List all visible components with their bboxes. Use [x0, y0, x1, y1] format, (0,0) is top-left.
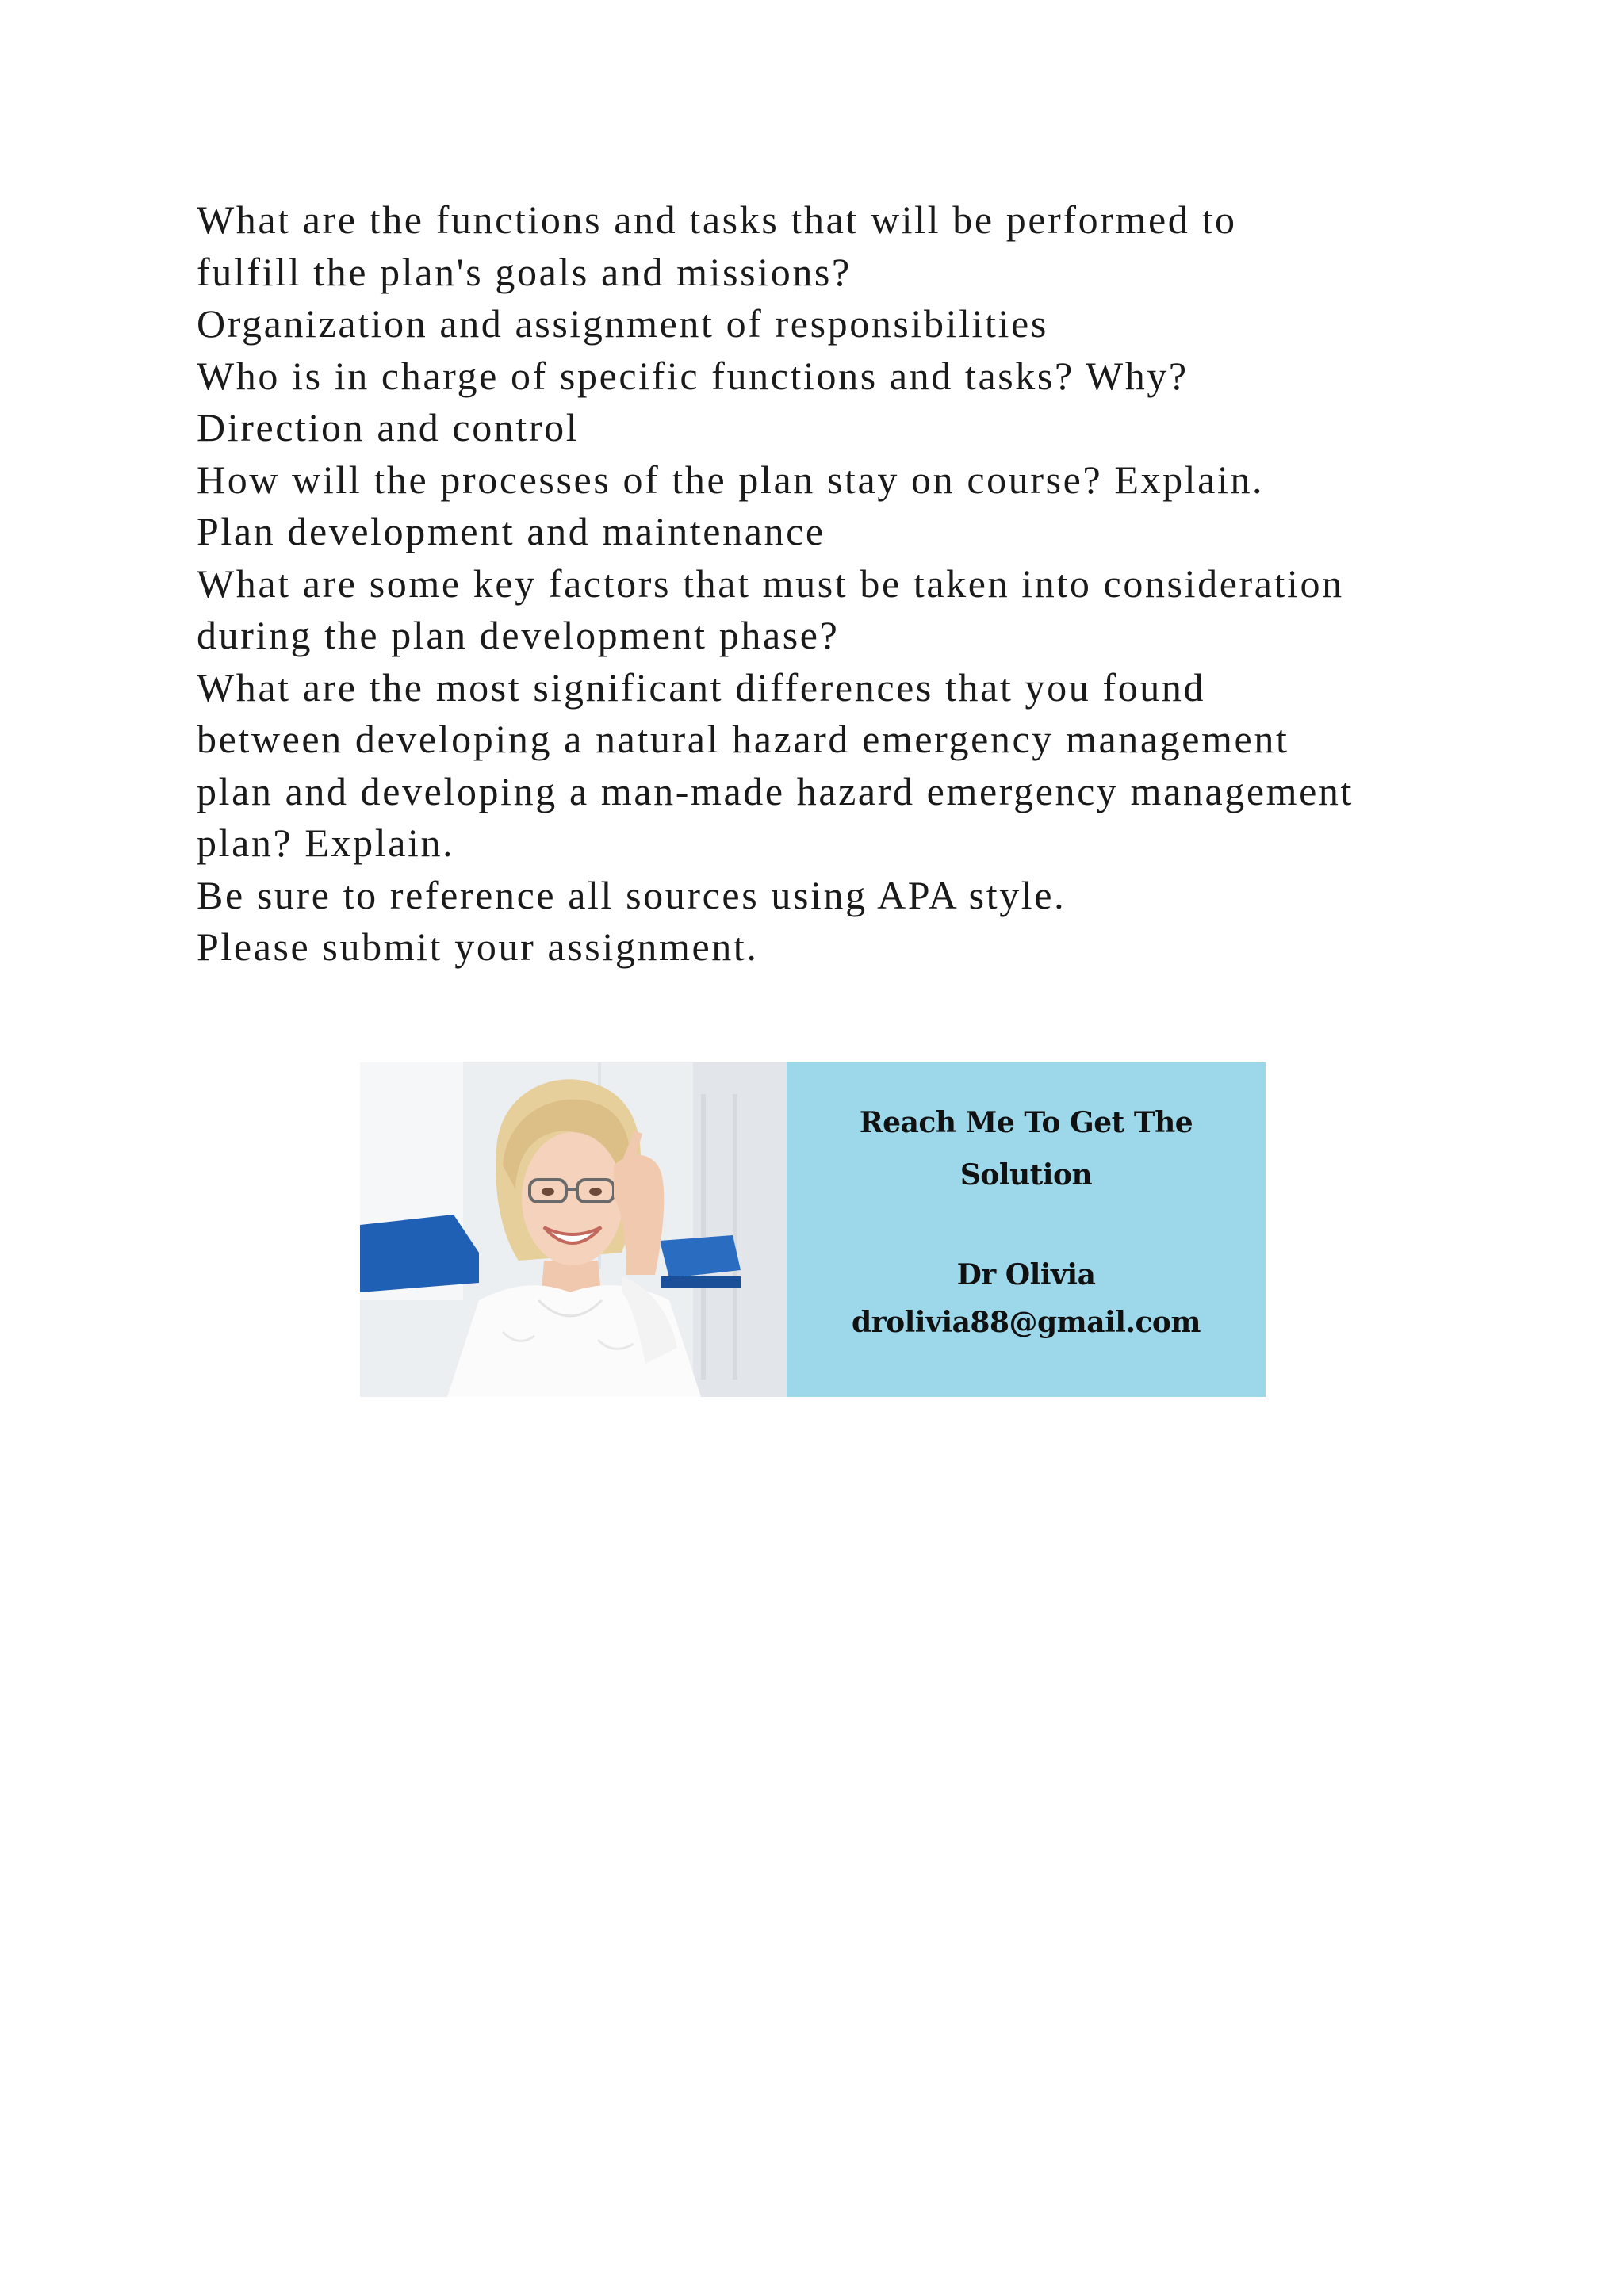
promo-headline-continued: Solution — [959, 1158, 1093, 1192]
text-line: Who is in charge of specific functions and tasks? Why? — [197, 353, 1189, 398]
body-text — [197, 194, 1481, 974]
text-line: Be sure to reference all sources using APA style. — [197, 872, 1067, 917]
text-line: Please submit your assignment. — [197, 924, 759, 969]
text-line: What are some key factors that must be taken into consideration — [197, 561, 1344, 606]
text-line: Organization and assignment of responsibilities — [197, 301, 1048, 346]
text-line: What are the functions and tasks that will be performed to — [197, 197, 1237, 242]
promo-headline: Reach Me To Get The — [859, 1106, 1193, 1139]
text-line: plan? Explain. — [197, 821, 455, 865]
text-line: between developing a natural hazard emergency management — [197, 717, 1289, 761]
text-line: How will the processes of the plan stay on course? Explain. — [197, 457, 1265, 502]
contact-name: Dr Olivia — [956, 1258, 1096, 1292]
text-line: fulfill the plan's goals and missions? — [197, 249, 852, 294]
text-line: Direction and control — [197, 405, 580, 450]
promo-banner — [360, 1062, 1266, 1397]
contact-card — [787, 1062, 1266, 1397]
contact-email: drolivia88@gmail.com — [851, 1306, 1201, 1339]
text-line: during the plan development phase? — [197, 613, 840, 657]
text-line: Plan development and maintenance — [197, 509, 825, 553]
smiling-woman-photo-icon — [360, 1062, 787, 1397]
text-line: What are the most significant differences that you found — [197, 664, 1206, 710]
text-line: plan and developing a man-made hazard emergency management — [197, 768, 1354, 813]
